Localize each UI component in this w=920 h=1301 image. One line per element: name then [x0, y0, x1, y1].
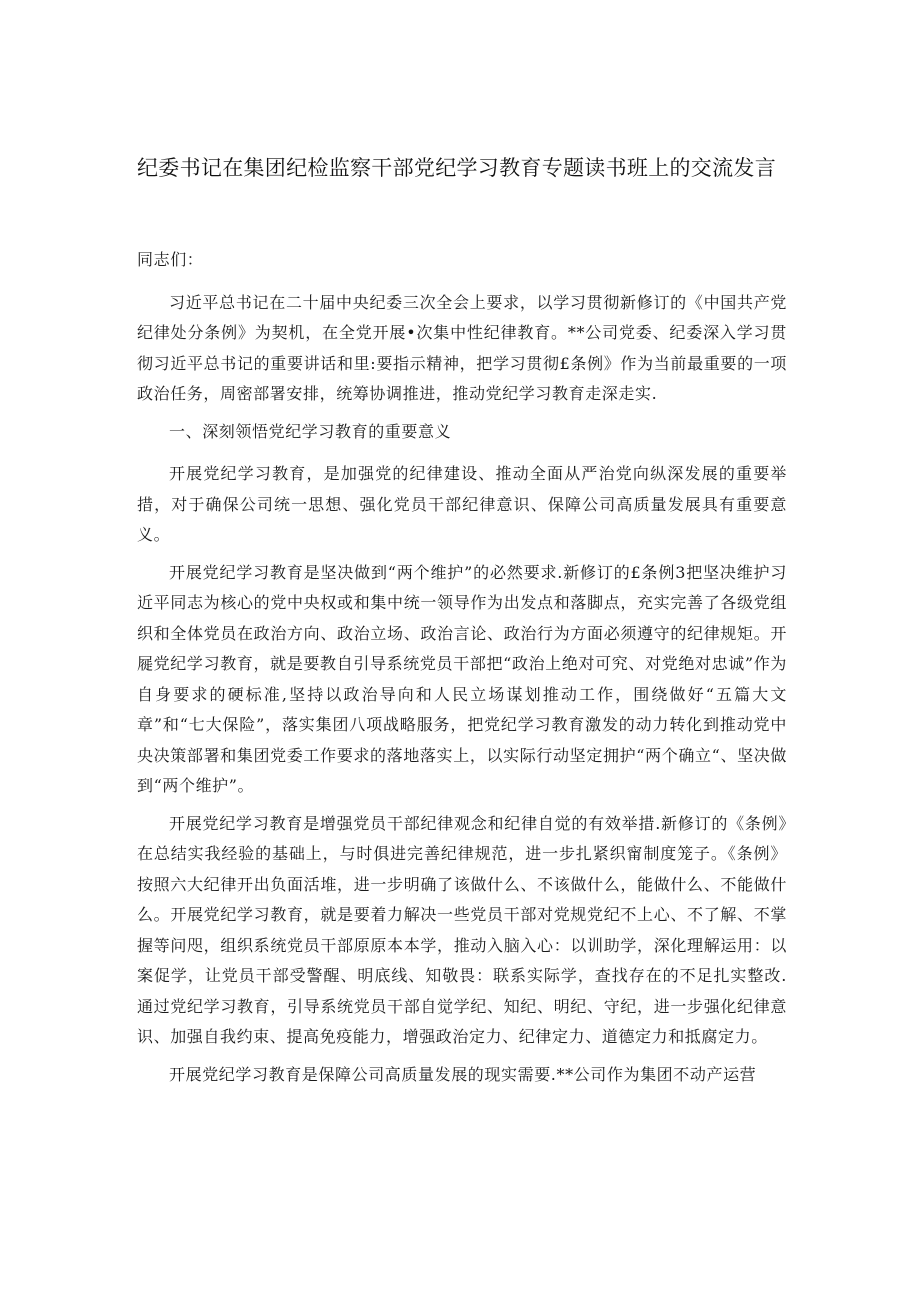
salutation: 同志们： — [137, 250, 204, 269]
paragraph-intro: 习近平总书记在二十届中央纪委三次全会上要求，以学习贯彻新修订的《中国共产党纪律处分条例》为契机，在全党开展•次集中性纪律教育。**公司党委、纪委深入学习贯彻习近平总书记的重要讲话和里:要指示精神，把学习贯彻£条例》作为当前最重要的一项政治任务，周密部署安排，统筹协调推进，推动党纪学习教育走深走实. — [137, 292, 787, 403]
paragraph-significance: 开展党纪学习教育，是加强党的纪律建设、推动全面从严治党向纵深发展的重要举措，对于确保公司统一思想、强化党员干部纪律意识、保障公司高质量发展具有重要意义。 — [137, 464, 787, 544]
document-title: 纪委书记在集团纪检监察干部党纪学习教育专题读书班上的交流发言 — [137, 156, 776, 180]
paragraph-two-safeguards: 开展党纪学习教育是坚决做到“两个维护”的必然要求.新修订的£条例3把坚决维护习近平同志为核心的党中央权或和集中统一领导作为出发点和落脚点，充实完善了各级党组织和全体党员在政治方向、政治立场、政治言论、政治行为方面必须遵守的纪律规矩。开屣党纪学习教育，就是要教自引导系统党员干部把“政治上绝对可究、对党绝对忠诚”作为自身要求的硬标准,坚持以政治导向和人民立场谋划推动工作，围绕做好“五篇大文章”和“七大保险”，落实集团八项战略服务，把党纪学习教育激发的动力转化到推动党中央决策部署和集团党委工作要求的落地落实上，以实际行动坚定拥护“两个确立“、坚决做到“两个维护”。 — [137, 562, 787, 795]
paragraph-development-need: 开展党纪学习教育是保障公司高质量发展的现实需要.**公司作为集团不动产运营 — [169, 1064, 757, 1084]
document-body — [137, 245, 787, 1097]
section-heading-1: 一、深刻领悟党纪学习教育的重要意义 — [169, 421, 452, 441]
paragraph-discipline-awareness: 开展党纪学习教育是增强党员干部纪律观念和纪律自觉的有效举措.新修订的《条例》在总结实我经验的基础上，与时俱进完善纪律规范，进一步扎紧织甯制度笼子。《条例》按照六大纪律开出负面活堆，进一步明确了该做什么、不该做什么，能做什么、不能做什么。开展党纪学习教育，就是要着力解决一些党员干部对党规党纪不上心、不了解、不掌握等问咫，组织系统党员干部原原本本学，推动入脑入心：以训助学，深化理解运用：以案促学，让党员干部受警醒、明底线、知敬畏：联系实际学，查找存在的不足扎实整改.通过党纪学习教育，引导系统党员干部自觉学纪、知纪、明纪、守纪，进一步强化纪律意识、加强自我约束、提高免疫能力，增强政治定力、纪律定力、道德定力和抵腐定力。 — [137, 813, 787, 1046]
